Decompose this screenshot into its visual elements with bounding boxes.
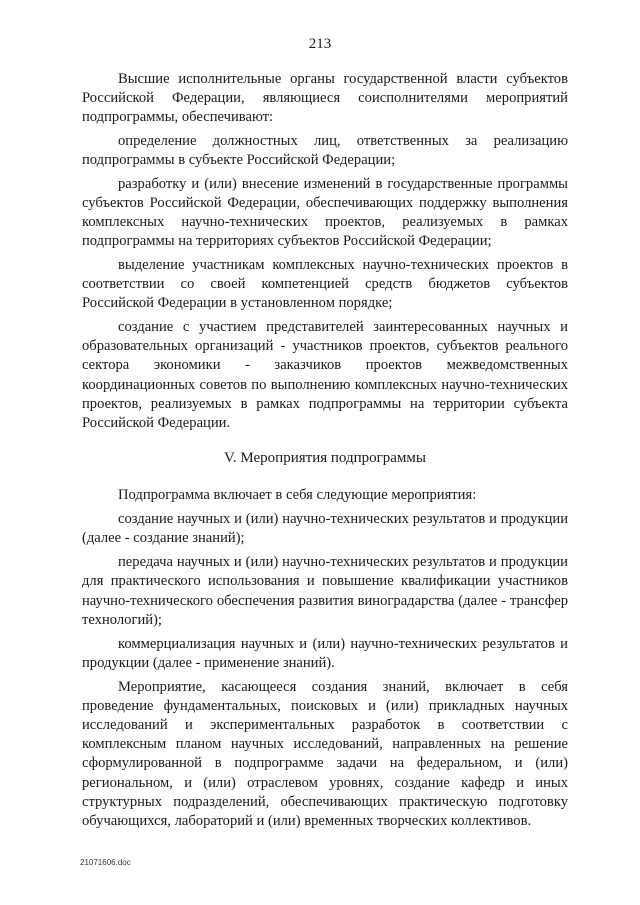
document-body <box>82 70 568 836</box>
page-number: 213 <box>308 36 332 52</box>
paragraph-coordination-councils: создание с участием представителей заинтересованных научных и образовательных организаций - участников проектов, субъектов реального сектора экономики - заказчиков проектов межведомственных координационных советов по выполнению комплексных научно-технических проектов, реализуемых в рамках подпрограммы на территории субъекта Российской Федерации. <box>82 319 568 432</box>
paragraph-activities-intro: Подпрограмма включает в себя следующие мероприятия: <box>118 487 477 504</box>
section-activities <box>82 486 568 831</box>
paragraph-budget-allocation: выделение участникам комплексных научно-технических проектов в соответствии со своей компетенцией средств бюджетов субъектов Российской Федерации в установленном порядке; <box>82 257 568 312</box>
section-heading: V. Мероприятия подпрограммы <box>223 450 426 467</box>
paragraph-regional-programs: разработку и (или) внесение изменений в государственные программы субъектов Российской Федерации, обеспечивающих поддержку выполнения комплексных научно-технических проектов, реализуемых в рамках подпрограммы на территориях субъектов Российской Федерации; <box>82 175 568 250</box>
footer-filename: 21071606.doc <box>80 858 131 867</box>
paragraph-commercialization: коммерциализация научных и (или) научно-технических результатов и продукции (далее - применение знаний). <box>82 635 568 671</box>
paragraph-knowledge-creation: создание научных и (или) научно-технических результатов и продукции (далее - создание знаний); <box>82 511 568 547</box>
section-responsibilities <box>82 70 568 433</box>
paragraph-executive-bodies: Высшие исполнительные органы государственной власти субъектов Российской Федерации, являющиеся соисполнителями мероприятий подпрограммы, обеспечивают: <box>82 71 568 126</box>
paragraph-technology-transfer: передача научных и (или) научно-технических результатов и продукции для практического использования и повышение квалификации участников научно-технического обеспечения развития виноградарства (далее - трансфер технологий); <box>82 554 568 628</box>
paragraph-knowledge-creation-details: Мероприятие, касающееся создания знаний, включает в себя проведение фундаментальных, поисковых и (или) прикладных научных исследований и экспериментальных разработок в соответствии с комплексным планом научных исследований, направленных на решение сформулированной в подпрограмме задачи на федеральном, и (или) региональном, и (или) отраслевом уровнях, создание кафедр и иных структурных подразделений, обеспечивающих практическую подготовку обучающихся, лабораторий и (или) временных творческих коллективов. <box>82 678 568 830</box>
paragraph-officials: определение должностных лиц, ответственных за реализацию подпрограммы в субъекте Российской Федерации; <box>82 133 568 169</box>
